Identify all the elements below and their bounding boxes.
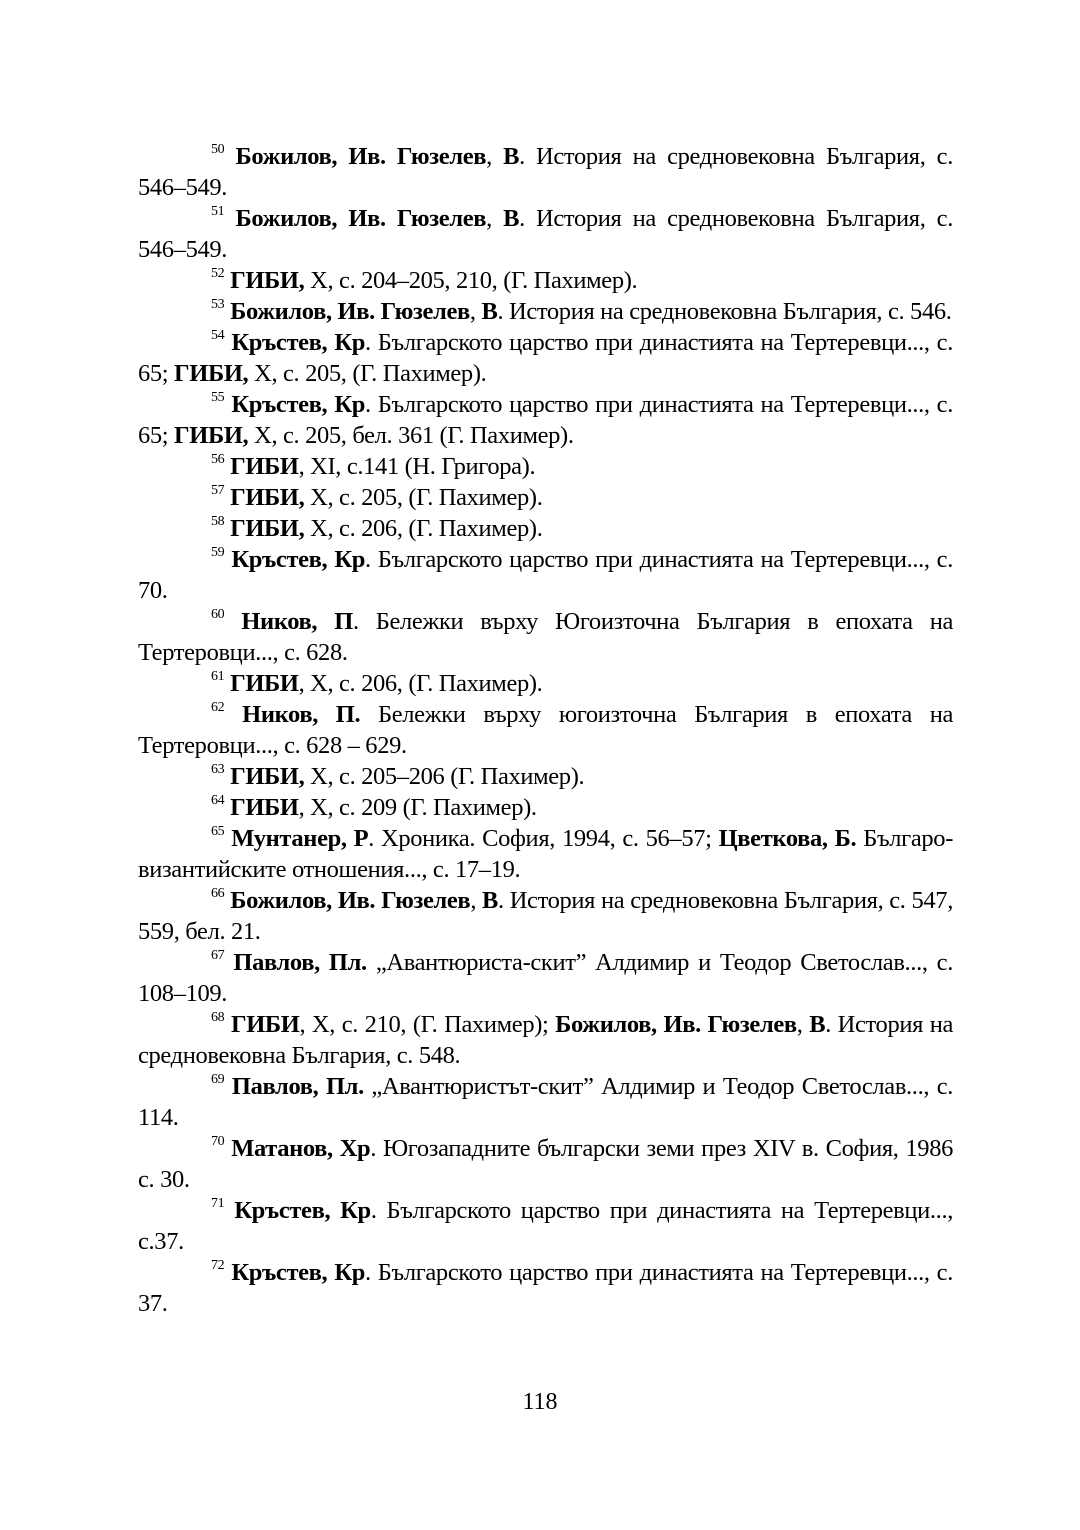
footnotes-list (138, 141, 953, 1319)
footnote-61 (138, 668, 953, 699)
citation-text: . Българското царство при династията на Тертеревци..., с. 70. (138, 546, 953, 604)
author-name: ГИБИ, (230, 763, 305, 790)
footnote-54 (138, 327, 953, 389)
citation-text: X, с. 205, (Г. Пахимер). (304, 484, 543, 511)
author-name: Кръстев, Кр (231, 546, 366, 573)
footnote-number: 67 (211, 947, 225, 963)
author-name: ГИБИ (230, 453, 299, 480)
citation-text: . Българското царство при династията на Тертеревци..., с. 37. (138, 1259, 953, 1317)
author-name: Ников, П (241, 608, 353, 635)
author-name: ГИБИ (230, 670, 299, 697)
footnote-56 (138, 451, 953, 482)
footnote-55 (138, 389, 953, 451)
footnote-60 (138, 606, 953, 668)
footnote-51 (138, 203, 953, 265)
footnote-53 (138, 296, 953, 327)
footnote-50 (138, 141, 953, 203)
citation-text: . История на средновековна България, с. 546–549. (138, 205, 953, 263)
footnote-number: 55 (211, 389, 225, 405)
citation-text: X, с. 205, (Г. Пахимер). (248, 360, 487, 387)
author-name: ГИБИ, (174, 422, 249, 449)
author-name: Павлов, Пл. (231, 1073, 364, 1100)
author-name: Божилов, Ив. Гюзелев (235, 205, 487, 232)
author-name: В (481, 298, 498, 325)
citation-text: . Югозападните български земи през XIV в. София, 1986 с. 30. (138, 1135, 954, 1193)
citation-text: . Българското царство при династията на Тертеревци..., с.37. (138, 1197, 953, 1255)
author-name: Ников, П. (242, 701, 361, 728)
author-name: ГИБИ, (230, 267, 305, 294)
footnote-72 (138, 1257, 953, 1319)
footnote-number: 52 (211, 265, 225, 281)
footnote-57 (138, 482, 953, 513)
footnote-64 (138, 792, 953, 823)
footnote-69 (138, 1071, 953, 1133)
author-name: В (503, 143, 520, 170)
author-name: Кръстев, Кр (231, 1259, 366, 1286)
citation-text: . История на средновековна България, с. 547, 559, бел. 21. (138, 887, 953, 945)
author-name: Божилов, Ив. Гюзелев (230, 298, 470, 325)
footnote-65 (138, 823, 953, 885)
footnote-number: 57 (211, 482, 225, 498)
citation-text: X, с. 206, (Г. Пахимер). (304, 515, 543, 542)
footnote-number: 64 (211, 792, 225, 808)
footnote-63 (138, 761, 953, 792)
footnote-number: 56 (211, 451, 225, 467)
author-name: В (809, 1011, 826, 1038)
footnote-68 (138, 1009, 953, 1071)
footnote-number: 58 (211, 513, 225, 529)
citation-text: , (470, 887, 483, 914)
footnote-62 (138, 699, 953, 761)
citation-text: . История на средновековна България, с. 546. (497, 298, 952, 325)
citation-text: , (796, 1011, 810, 1038)
author-name: Цветкова, Б. (718, 825, 857, 852)
citation-text: „Авантюристът-скит” Алдимир и Теодор Светослав..., с. 114. (138, 1073, 953, 1131)
author-name: Павлов, Пл. (233, 949, 367, 976)
citation-text: Бележки върху югоизточна България в епохата на Тертеровци..., с. 628 – 629. (138, 701, 954, 759)
author-name: Божилов, Ив. Гюзелев (235, 143, 487, 170)
citation-text: , (486, 205, 504, 232)
citation-text: X, с. 204–205, 210, (Г. Пахимер). (304, 267, 638, 294)
author-name: Божилов, Ив. Гюзелев (555, 1011, 797, 1038)
footnote-67 (138, 947, 953, 1009)
citation-text: , X, с. 209 (Г. Пахимер). (298, 794, 537, 821)
citation-text: . Хроника. София, 1994, с. 56–57; (368, 825, 719, 852)
author-name: Кръстев, Кр (231, 329, 366, 356)
footnote-number: 70 (211, 1133, 225, 1149)
footnote-number: 54 (211, 327, 225, 343)
author-name: ГИБИ (230, 1011, 300, 1038)
author-name: ГИБИ, (230, 515, 305, 542)
citation-text: X, с. 205–206 (Г. Пахимер). (304, 763, 585, 790)
footnote-number: 60 (211, 606, 225, 622)
footnote-number: 69 (211, 1071, 225, 1087)
citation-text: , XI, с.141 (Н. Григора). (298, 453, 536, 480)
citation-text: , X, с. 206, (Г. Пахимер). (298, 670, 543, 697)
footnote-number: 72 (211, 1257, 225, 1273)
footnote-number: 62 (211, 699, 225, 715)
footnote-number: 66 (211, 885, 225, 901)
author-name: Матанов, Хр (231, 1135, 371, 1162)
footnote-number: 59 (211, 544, 225, 560)
footnote-number: 68 (211, 1009, 225, 1025)
author-name: Мунтанер, Р (231, 825, 369, 852)
footnote-58 (138, 513, 953, 544)
citation-text: X, с. 205, бел. 361 (Г. Пахимер). (248, 422, 574, 449)
citation-text: Българо-византийските отношения..., с. 17–19. (138, 825, 954, 883)
citation-text: . История на средновековна България, с. 546–549. (138, 143, 953, 201)
citation-text: , X, с. 210, (Г. Пахимер); (299, 1011, 556, 1038)
author-name: ГИБИ, (230, 484, 305, 511)
citation-text: , (486, 143, 504, 170)
author-name: Божилов, Ив. Гюзелев (230, 887, 471, 914)
footnote-number: 61 (211, 668, 225, 684)
footnote-number: 53 (211, 296, 225, 312)
author-name: Кръстев, Кр (231, 391, 366, 418)
author-name: Кръстев, Кр (234, 1197, 371, 1224)
author-name: ГИБИ (230, 794, 299, 821)
page-number: 118 (522, 1389, 558, 1415)
citation-text: . Бележки върху Югоизточна България в епохата на Тертеровци..., с. 628. (138, 608, 953, 666)
footnote-66 (138, 885, 953, 947)
footnote-70 (138, 1133, 953, 1195)
author-name: В (503, 205, 520, 232)
footnote-52 (138, 265, 953, 296)
footnote-71 (138, 1195, 953, 1257)
citation-text: „Авантюриста-скит” Алдимир и Теодор Светослав..., с. 108–109. (138, 949, 953, 1007)
citation-text: , (469, 298, 482, 325)
footnote-number: 71 (211, 1195, 225, 1211)
footnote-59 (138, 544, 953, 606)
footnote-number: 51 (211, 203, 225, 219)
footnote-number: 65 (211, 823, 225, 839)
footnote-number: 63 (211, 761, 225, 777)
citation-text: . История на средновековна България, с. 548. (138, 1011, 953, 1069)
citation-text: . Българското царство при династията на Тертеревци..., с. 65; (138, 329, 953, 387)
citation-text: . Българското царство при династията на Тертеревци..., с. 65; (138, 391, 953, 449)
author-name: В (482, 887, 499, 914)
footnote-number: 50 (211, 141, 225, 157)
author-name: ГИБИ, (174, 360, 249, 387)
